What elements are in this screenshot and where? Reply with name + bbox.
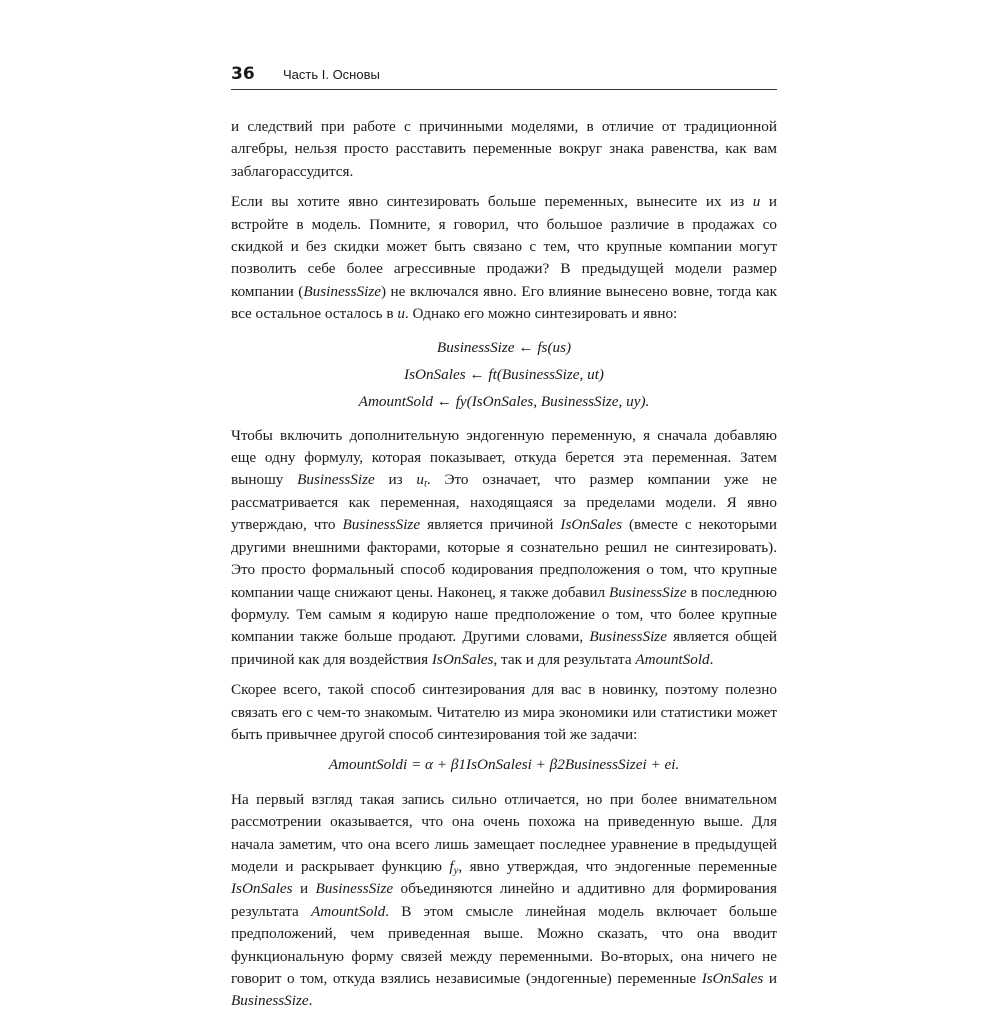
chapter-title: Часть I. Основы bbox=[283, 67, 380, 82]
regression-formula: AmountSoldi = α + β1IsOnSalesi + β2BusinessSizei + ei. bbox=[328, 756, 680, 774]
formula-3: AmountSold ← fy(IsOnSales, BusinessSize, uy). bbox=[358, 392, 650, 410]
var-business-size: BusinessSize bbox=[303, 282, 381, 300]
var-u: u bbox=[752, 193, 761, 211]
var-u: u bbox=[397, 305, 405, 323]
header-rule bbox=[231, 89, 777, 90]
page-number: 36 bbox=[231, 64, 255, 84]
structural-equations bbox=[231, 334, 777, 415]
paragraph-4: Скорее всего, такой способ синтезирования для вас в новинку, поэтому полезно связать его с чем-то знакомым. Читателю из мира экономики или статистики может быть привычнее другой способ синтезирования той же задачи: bbox=[231, 681, 777, 743]
page-body bbox=[231, 116, 777, 1021]
paragraph-2: Если вы хотите явно синтезировать больше переменных, вынесите их из u и встройте в модель. Помните, я говорил, что большое различие в продажах со скидкой и без скидки может быть связано с тем, что крупные компании могут позволить себе более агрессивные продажи? В предыдущей модели размер компании (BusinessSize) не включался явно. Его влияние вынесено вовне, тогда как все остальное осталось в u. Однако его можно синтезировать и явно: bbox=[231, 193, 777, 323]
formula-1: BusinessSize ← fs(us) bbox=[436, 338, 572, 356]
running-header bbox=[231, 62, 777, 88]
paragraph-1: и следствий при работе с причинными моделями, в отличие от традиционной алгебры, нельзя просто расставить переменные вокруг знака равенства, как вам заблагорассудится. bbox=[231, 118, 777, 180]
paragraph-3: Чтобы включить дополнительную эндогенную переменную, я сначала добавляю еще одну формулу, которая показывает, откуда берется эта переменная. Затем выношу BusinessSize из $u_t$. Это означает, что размер компании уже не рассматривается как переменная, находящаяся за пределами модели. Я явно утверждаю, что BusinessSize является причиной IsOnSales (вместе с некоторыми другими внешними факторами, которые я сознательно решил не синтезировать). Это просто формальный способ кодирования предположения о том, что крупные компании чаще снижают цены. Наконец, я также добавил BusinessSize в последнюю формулу. Тем самым я кодирую наше предположение о том, что более крупные компании также больше продают. Другими словами, BusinessSize является общей причиной как для воздействия IsOnSales, так и для результата AmountSold. bbox=[231, 426, 778, 668]
formula-2: IsOnSales ← ft(BusinessSize, ut) bbox=[404, 365, 604, 383]
paragraph-5: На первый взгляд такая запись сильно отличается, но при более внимательном рассмотрении оказывается, что она очень похожа на приведенную выше. Для начала заметим, что она всего лишь замещает последнее уравнение в предыдущей модели и раскрывает функцию $f_y$, явно утверждая, что эндогенные переменные IsOnSales и BusinessSize объединяются линейно и аддитивно для формирования результата AmountSold. В этом смысле линейная модель включает больше предположений, чем приведенная выше. Можно сказать, что она вводит функциональную форму связей между переменными. Во-вторых, она ничего не говорит о том, откуда взялись независимые (эндогенные) переменные IsOnSales и BusinessSize. bbox=[231, 790, 777, 1010]
